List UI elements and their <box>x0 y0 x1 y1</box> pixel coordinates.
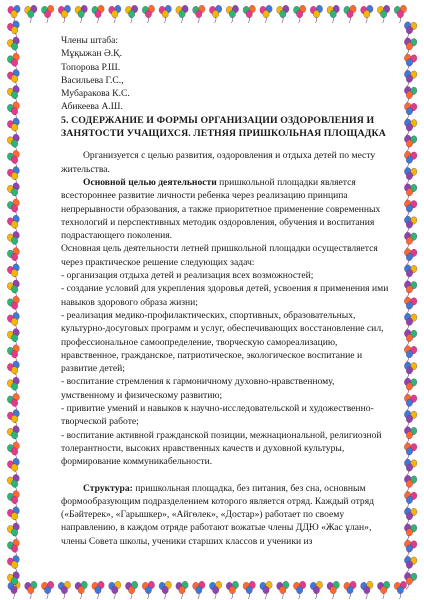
balloon-bunch-icon <box>401 393 418 413</box>
balloon-bunch-icon <box>401 522 418 542</box>
balloon-bunch-icon <box>401 150 418 170</box>
spacer <box>61 469 389 482</box>
balloon-bunch-icon <box>401 20 418 40</box>
balloon-bunch-icon <box>394 581 406 599</box>
balloon-bunch-icon <box>377 581 389 599</box>
balloon-bunch-icon <box>310 5 322 23</box>
balloon-bunch-icon <box>226 5 238 23</box>
balloon-bunch-icon <box>401 69 418 89</box>
balloon-bunch-icon <box>226 581 238 599</box>
balloon-bunch-icon <box>401 457 418 477</box>
section-heading: 5. СОДЕРЖАНИЕ И ФОРМЫ ОРГАНИЗАЦИИ ОЗДОРОВЛЕНИЯ И ЗАНЯТОСТИ УЧАЩИХСЯ. ЛЕТНЯЯ ПРИШКОЛЬНАЯ ПЛОЩАДКА <box>61 114 386 140</box>
balloon-bunch-icon <box>25 581 37 599</box>
member-name: Васильева Г.С., <box>61 74 124 86</box>
balloon-bunch-icon <box>401 279 418 299</box>
balloon-bunch-icon <box>401 214 418 234</box>
balloon-bunch-icon <box>260 5 272 23</box>
balloon-bunch-icon <box>193 5 205 23</box>
task-item: - воспитание стремления к гармоничному духовно-нравственному, умственному и физическому развитию; <box>61 376 335 401</box>
balloon-bunch-icon <box>377 5 389 23</box>
balloon-bunch-icon <box>401 376 418 396</box>
balloon-bunch-icon <box>401 425 418 445</box>
task-item: - воспитание активной гражданской позиции, межнациональной, религиозной толерантности, высоких нравственных качеств и духовной культуры, формирование коммуникабельности. <box>61 429 382 468</box>
balloon-bunch-icon <box>125 5 137 23</box>
balloon-bunch-icon <box>401 182 418 202</box>
balloon-bunch-icon <box>176 5 188 23</box>
task-item: - организация отдыха детей и реализация всех возможностей; <box>61 270 314 282</box>
balloon-bunch-icon <box>401 312 418 332</box>
member-name: Абикеева А.Ш. <box>61 101 123 113</box>
balloon-bunch-icon <box>401 198 418 218</box>
balloon-bunch-icon <box>293 5 305 23</box>
goal-paragraph <box>61 176 389 242</box>
balloon-bunch-icon <box>401 231 418 251</box>
balloon-bunch-icon <box>92 581 104 599</box>
balloon-bunch-icon <box>193 581 205 599</box>
balloon-bunch-icon <box>176 581 188 599</box>
balloon-bunch-icon <box>142 581 154 599</box>
balloon-bunch-icon <box>401 328 418 348</box>
balloon-bunch-icon <box>159 581 171 599</box>
members-title: Члены штаба: <box>61 35 119 46</box>
balloon-bunch-icon <box>401 263 418 283</box>
balloon-bunch-icon <box>401 247 418 267</box>
document-body <box>61 34 389 548</box>
balloon-bunch-icon <box>327 5 339 23</box>
balloon-bunch-icon <box>41 581 53 599</box>
balloon-bunch-icon <box>401 344 418 364</box>
structure-paragraph <box>61 482 389 548</box>
balloon-bunch-icon <box>58 581 70 599</box>
balloon-bunch-icon <box>293 581 305 599</box>
balloon-bunch-icon <box>344 5 356 23</box>
balloon-bunch-icon <box>401 295 418 315</box>
balloon-bunch-icon <box>159 5 171 23</box>
tasks-intro: Основная цель деятельности летней пришкольной площадки осуществляется через практическое решение следующих задач: <box>61 243 378 268</box>
balloon-bunch-icon <box>401 441 418 461</box>
balloon-bunch-icon <box>401 474 418 494</box>
balloon-bunch-icon <box>401 166 418 186</box>
balloon-bunch-icon <box>92 5 104 23</box>
balloon-bunch-icon <box>243 5 255 23</box>
balloon-bunch-icon <box>109 5 121 23</box>
balloon-bunch-icon <box>401 555 418 575</box>
balloon-bunch-icon <box>25 5 37 23</box>
balloon-bunch-icon <box>277 5 289 23</box>
balloon-bunch-icon <box>310 581 322 599</box>
balloon-bunch-icon <box>327 581 339 599</box>
member-name: Топорова Р.Ш. <box>61 61 121 73</box>
staff-members <box>61 34 389 114</box>
balloon-bunch-icon <box>75 581 87 599</box>
balloon-bunch-icon <box>8 5 20 23</box>
task-item: - реализация медико-профилактических, спортивных, образовательных, культурно-досуговых программ и услуг, обеспечивающих восстановление сил, профессиональное самоопределение, творческую самореализацию, нравственное, гражданское, патриотическое, экологическое воспитание и развитие детей; <box>61 309 384 375</box>
balloon-bunch-icon <box>361 5 373 23</box>
balloon-bunch-icon <box>401 101 418 121</box>
balloon-bunch-icon <box>401 85 418 105</box>
task-item: - создание условий для укрепления здоровья детей, усвоения я применения ими навыков здорового образа жизни; <box>61 283 389 308</box>
balloon-bunch-icon <box>277 581 289 599</box>
balloon-bunch-icon <box>401 36 418 56</box>
balloon-bunch-icon <box>401 117 418 137</box>
goal-label: Основной целью деятельности <box>83 176 217 188</box>
balloon-bunch-icon <box>401 133 418 153</box>
balloon-bunch-icon <box>125 581 137 599</box>
balloon-bunch-icon <box>401 490 418 510</box>
task-item: - привитие умений и навыков к научно-исследовательской и художественно-творческой работе; <box>61 403 374 428</box>
balloon-bunch-icon <box>109 581 121 599</box>
structure-label: Структура: <box>83 482 133 494</box>
balloon-bunch-icon <box>209 581 221 599</box>
balloon-bunch-icon <box>401 52 418 72</box>
member-name: Мубаракова К.С. <box>61 88 130 100</box>
balloon-bunch-icon <box>401 506 418 526</box>
balloon-bunch-icon <box>41 5 53 23</box>
member-name: Мұқыжан Ә.Қ. <box>61 48 122 60</box>
goal-text: пришкольной площадки является всестороннее развитие личности ребенка через реализацию принципа непрерывности образования, а также приоритетное применение современных технологий и перспективных методик оздоровления, обучения и воспитания подрастающего поколения. <box>61 176 381 242</box>
balloon-bunch-icon <box>75 5 87 23</box>
balloon-bunch-icon <box>58 5 70 23</box>
balloon-bunch-icon <box>361 581 373 599</box>
balloon-bunch-icon <box>260 581 272 599</box>
balloon-bunch-icon <box>344 581 356 599</box>
balloon-bunch-icon <box>401 409 418 429</box>
balloon-bunch-icon <box>401 538 418 558</box>
balloon-bunch-icon <box>142 5 154 23</box>
section-intro: Организуется с целью развития, оздоровления и отдыха детей по месту жительства. <box>61 150 376 175</box>
balloon-bunch-icon <box>243 581 255 599</box>
balloon-bunch-icon <box>394 5 406 23</box>
structure-text: пришкольная площадка, без питания, без сна, основным формообразующим подразделением которого является отряд. Каждый отряд («Бәйтерек», «Гарышкер», «Айгөлек», «Достар») работает по своему направлению, в каждом отряде работают вожатые члены ДДЮ «Жас ұлан», члены Совета школы, ученики старших классов и ученики из <box>61 482 374 547</box>
balloon-bunch-icon <box>401 360 418 380</box>
balloon-bunch-icon <box>209 5 221 23</box>
